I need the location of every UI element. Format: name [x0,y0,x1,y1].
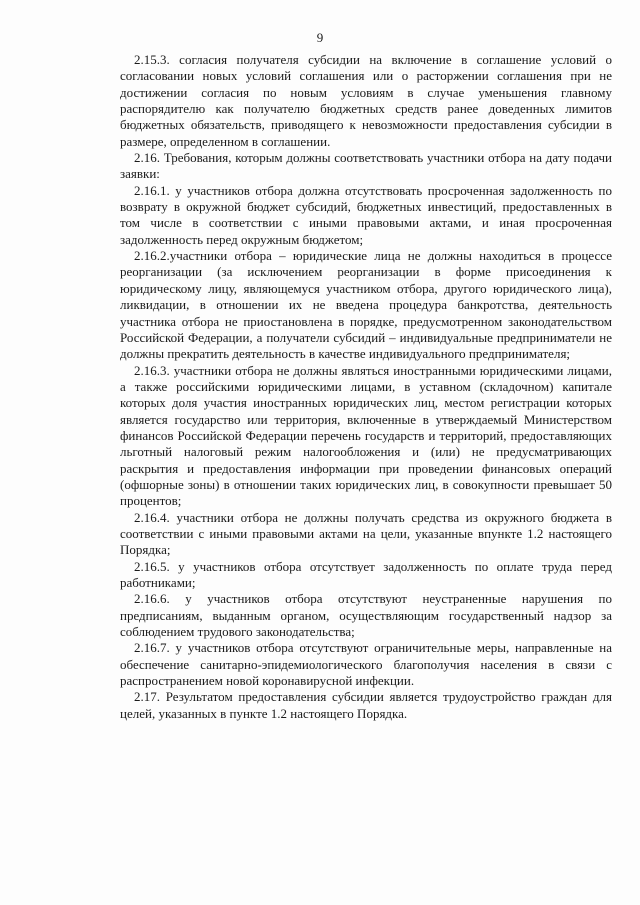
paragraph-2-16-1: 2.16.1. у участников отбора должна отсутствовать просроченная задолженность по возврату в окружной бюджет субсидий, бюджетных инвестиций, предоставленных в том числе в соответствии с иными правовыми актами, и иная просроченная задолженность перед окружным бюджетом; [120,182,612,247]
paragraph-2-15-3: 2.15.3. согласия получателя субсидии на включение в соглашение условий о согласовании новых условий соглашения или о расторжении соглашения при не достижении согласия по новым условиям в случае уменьшения главному распорядителю как получателю бюджетных средств ранее доведенных лимитов бюджетных обязательств, приводящего к невозможности предоставления субсидии в размере, определенном в соглашении. [120,52,612,149]
paragraph-2-16-5: 2.16.5. у участников отбора отсутствует задолженность по оплате труда перед работниками; [120,558,612,590]
paragraph-2-16-4: 2.16.4. участники отбора не должны получать средства из окружного бюджета в соответствии с иными правовыми актами на цели, указанные впункте 1.2 настоящего Порядка; [120,509,612,558]
document-body [120,52,612,722]
page-number: 9 [316,30,324,45]
paragraph-2-16-7: 2.16.7. у участников отбора отсутствуют ограничительные меры, направленные на обеспечение санитарно-эпидемиологического благополучия населения в связи с распространением новой коронавирусной инфекции. [120,640,612,689]
paragraph-2-17: 2.17. Результатом предоставления субсидии является трудоустройство граждан для целей, указанных в пункте 1.2 настоящего Порядка. [120,689,612,721]
paragraph-2-16-6: 2.16.6. у участников отбора отсутствуют неустраненные нарушения по предписаниям, выданным органом, осуществляющим государственный надзор за соблюдением трудового законодательства; [120,591,612,640]
paragraph-2-16: 2.16. Требования, которым должны соответствовать участники отбора на дату подачи заявки: [120,150,612,182]
paragraph-2-16-2: 2.16.2.участники отбора – юридические лица не должны находиться в процессе реорганизации (за исключением реорганизации в форме присоединения к юридическому лицу, являющемуся участником отбора, другого юридического лица), ликвидации, в отношении их не введена процедура банкротства, деятельность участника отбора не приостановлена в порядке, предусмотренном законодательством Российской Федерации, а получатели субсидий – индивидуальные предприниматели не должны прекратить деятельность в качестве индивидуального предпринимателя; [120,248,612,362]
paragraph-2-16-3: 2.16.3. участники отбора не должны являться иностранными юридическими лицами, а также российскими юридическими лицами, в уставном (складочном) капитале которых доля участия иностранных юридических лиц, местом регистрации которых является государство или территория, включенные в утверждаемый Министерством финансов Российской Федерации перечень государств и территорий, предоставляющих льготный налоговый режим налогообложения и (или) не предусматривающих раскрытия и предоставления информации при проведении финансовых операций (офшорные зоны) в отношении таких юридических лиц, в совокупности превышает 50 процентов; [120,362,612,509]
